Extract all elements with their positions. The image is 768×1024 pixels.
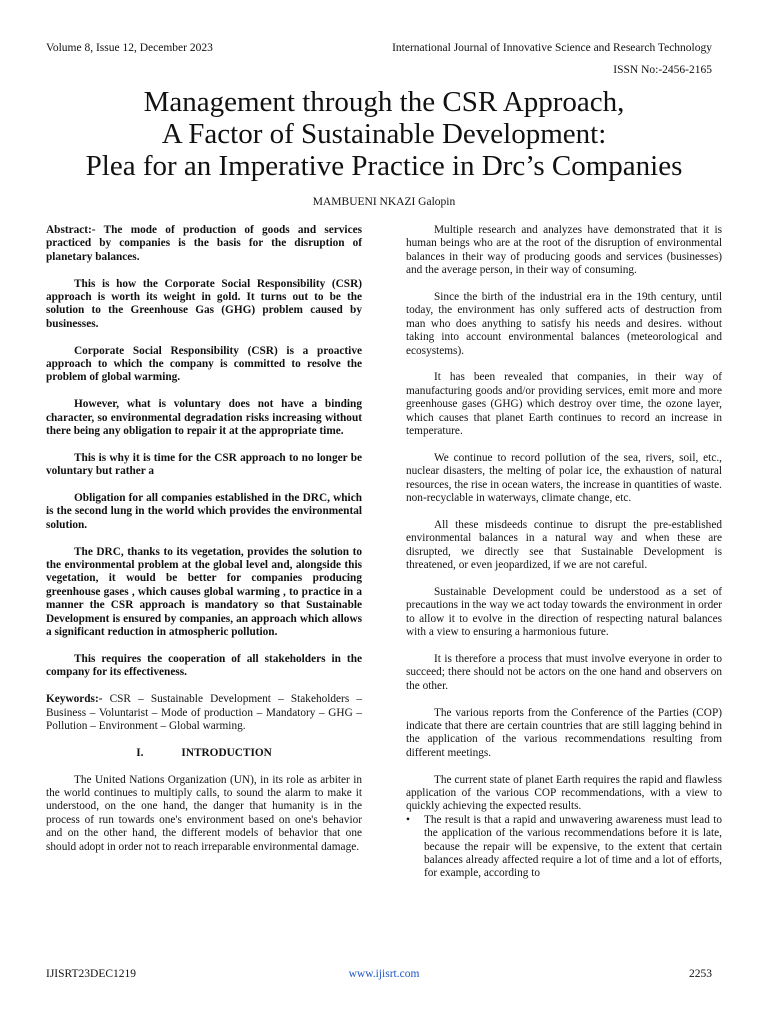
intro-paragraph: The United Nations Organization (UN), in its role as arbiter in the world continues to multiply calls, to sound the alarm to make it understood, on the one hand, the danger that humanity is in the process of run towards one's environment based on one's behavior and on the other hand, the different models of behavior that one should adopt in order not to reach irreparable environmental damage. [46, 773, 362, 853]
title-line: A Factor of Sustainable Development: [161, 118, 607, 150]
bullet-item [406, 814, 722, 881]
journal-issn: ISSN No:-2456-2165 [613, 64, 712, 76]
section-number: I. [136, 746, 144, 759]
abstract-paragraph: Abstract:- The mode of production of goods and services practiced by companies is the basis for the disruption of planetary balances. [46, 224, 362, 263]
abstract-paragraph: Corporate Social Responsibility (CSR) is a proactive approach to which the company is committed to resolve the problem of global warming. [46, 344, 362, 384]
left-column [46, 224, 362, 867]
abstract-paragraph: This requires the cooperation of all stakeholders in the company for its effectiveness. [46, 652, 362, 679]
abstract-paragraph: This is why it is time for the CSR approach to no longer be voluntary but rather a [46, 451, 362, 478]
body-paragraph: The current state of planet Earth requires the rapid and flawless application of the various COP recommendations, with a view to quickly achieving the expected results. [406, 773, 722, 813]
body-paragraph: Since the birth of the industrial era in the 19th century, until today, the environment has only suffered acts of destruction from man who does anything to satisfy his needs and desires. without taking into account environmental balances (meteorological and ecosystems). [406, 291, 722, 357]
journal-website-link[interactable]: www.ijisrt.com [348, 968, 420, 980]
body-paragraph: The various reports from the Conference of the Parties (COP) indicate that there are certain countries that are still lagging behind in the application of the various recommendations resulting from different meetings. [406, 706, 722, 759]
keywords-label: Keywords:- [46, 693, 103, 706]
body-paragraph: It has been revealed that companies, in their way of manufacturing goods and/or providing services, emit more and more greenhouse gases (GHG) which destroy over time, the ozone layer, which causes that planet Earth continues to record an increase in temperature. [406, 371, 722, 438]
body-paragraph: We continue to record pollution of the sea, rivers, soil, etc., nuclear disasters, the melting of polar ice, the exhaustion of natural resources, the rise in ocean waters, the increase in quantities of waste. non-recyclable in waterways, climate change, etc. [406, 451, 722, 505]
abstract-paragraph: This is how the Corporate Social Responsibility (CSR) approach is worth its weight in gold. It turns out to be the solution to the Greenhouse Gas (GHG) problem caused by businesses. [46, 277, 362, 330]
journal-name: International Journal of Innovative Science and Research Technology [392, 42, 712, 54]
journal-volume: Volume 8, Issue 12, December 2023 [46, 42, 213, 54]
abstract-paragraph: Obligation for all companies established in the DRC, which is the second lung in the world which provides the environmental solution. [46, 492, 362, 531]
body-paragraph: Multiple research and analyzes have demonstrated that it is human beings who are at the root of the disruption of environmental balances in their way of producing goods and services (businesses) and the average person, in their way of consuming. [406, 224, 722, 277]
keywords-text: CSR – Sustainable Development – Stakeholders – Business – Voluntarist – Mode of production – Mandatory – GHG – Pollution – Environment – Global warming. [46, 693, 362, 732]
author-name: MAMBUENI NKAZI Galopin [312, 196, 456, 208]
bullet-marker: • [406, 813, 410, 826]
body-paragraph: All these misdeeds continue to disrupt the pre-established environmental balances in a natural way and when these are disrupted, we directly see that Sustainable Development is threatened, or even jeopardized, if we are not careful. [406, 518, 722, 572]
abstract-paragraph: The DRC, thanks to its vegetation, provides the solution to the environmental problem at the global level and, alongside this vegetation, it would be better for companies producing greenhouse gases , which causes global warming , to practice in a manner the CSR approach is mandatory so that Sustainable Development is ensured by companies, an approach which allows a significant reduction in atmospheric pollution. [46, 545, 362, 639]
page-number: 2253 [689, 968, 712, 980]
bullet-list [406, 814, 722, 881]
abstract-paragraph: However, what is voluntary does not have a binding character, so environmental degradation risks increasing without there being any obligation to repair it at the appropriate time. [46, 398, 362, 438]
title-line: Plea for an Imperative Practice in Drc’s Companies [85, 150, 683, 182]
keywords [46, 693, 362, 733]
body-paragraph: Sustainable Development could be understood as a set of precautions in the way we act today towards the environment in order to allow it to evolve in the direction of respecting natural balances with a view to ensuring a harmonious future. [406, 585, 722, 639]
body-paragraph: It is therefore a process that must involve everyone in order to succeed; there should not be actors on the one hand and observers on the other. [406, 652, 722, 692]
right-column [406, 224, 722, 881]
section-title: INTRODUCTION [181, 746, 272, 759]
section-heading [46, 747, 362, 760]
bullet-text: The result is that a rapid and unwavering awareness must lead to the application of the various recommendations before it is late, because the repair will be expensive, to the extent that certain balances already affected require a lot of time and a lot of efforts, for example, according to [424, 813, 722, 880]
paper-title [0, 86, 768, 182]
paper-id: IJISRT23DEC1219 [46, 968, 137, 980]
title-line: Management through the CSR Approach, [143, 86, 625, 118]
